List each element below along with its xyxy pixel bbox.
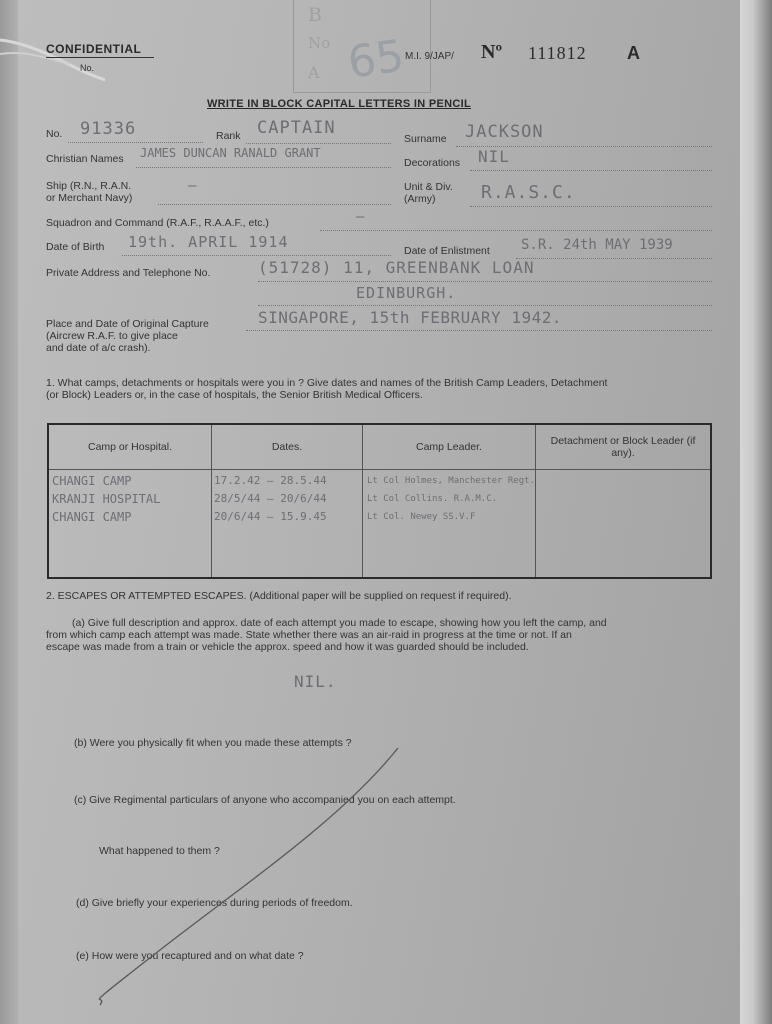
question-2a-answer: NIL. <box>294 672 337 691</box>
squadron-value: — <box>356 209 366 225</box>
confidential-no-label: No. <box>80 63 95 73</box>
christian-names-label: Christian Names <box>46 153 124 165</box>
question-2a-line-2: from which camp each attempt was made. State whether there was an air-raid in progress at the time or not. If an <box>46 629 572 641</box>
question-2c: (c) Give Regimental particulars of anyone who accompanied you on each attempt. <box>74 794 456 806</box>
question-2-title: 2. ESCAPES OR ATTEMPTED ESCAPES. (Additional paper will be supplied on request if required). <box>46 590 512 602</box>
unit-value: R.A.S.C. <box>481 182 576 203</box>
capture-label-line-3: and date of a/c crash). <box>46 342 151 354</box>
capture-label-line-1: Place and Date of Original Capture <box>46 318 209 330</box>
ship-label-line-1: Ship (R.N., R.A.N. <box>46 180 132 192</box>
question-1-line-2: (or Block) Leaders or, in the case of hospitals, the Senior British Medical Officers. <box>46 389 423 401</box>
enlistment-value: S.R. 24th MAY 1939 <box>521 237 673 253</box>
question-2b: (b) Were you physically fit when you made these attempts ? <box>74 737 352 749</box>
service-no-value: 91336 <box>80 119 137 139</box>
table-cell: Lt Col. Newey SS.V.F <box>367 512 476 522</box>
address-value-line-2: EDINBURGH. <box>356 284 457 302</box>
table-cell: Lt Col Collins. R.A.M.C. <box>367 494 498 504</box>
question-2a-line-1: (a) Give full description and approx. date of each attempt you made to escape, showing how you left the camp, and <box>72 617 607 629</box>
header-camp-or-hospital: Camp or Hospital. <box>48 424 212 470</box>
serial-suffix: A <box>627 43 640 63</box>
address-label: Private Address and Telephone No. <box>46 267 211 279</box>
decorations-label: Decorations <box>404 157 461 169</box>
rank-value: CAPTAIN <box>257 118 336 138</box>
stamp-line-2: No <box>308 34 331 52</box>
table-cell: 28/5/44 — 20/6/44 <box>214 492 327 505</box>
serial-number: 111812 <box>528 43 587 63</box>
stamp-line-3: A <box>308 63 320 82</box>
table-cell: KRANJI HOSPITAL <box>52 492 161 506</box>
address-value-line-1: (51728) 11, GREENBANK LOAN <box>258 258 535 277</box>
header-camp-leader: Camp Leader. <box>363 424 536 470</box>
question-2e: (e) How were you recaptured and on what date ? <box>76 950 304 962</box>
question-2d: (d) Give briefly your experiences during periods of freedom. <box>76 897 353 909</box>
confidential-heading: CONFIDENTIAL <box>46 42 142 56</box>
surname-label: Surname <box>404 133 447 145</box>
table-cell: 17.2.42 — 28.5.44 <box>214 474 327 487</box>
header-detachment-leader: Detachment or Block Leader (if any). <box>535 424 711 470</box>
table-cell: CHANGI CAMP <box>52 510 132 524</box>
stamp-handwritten-number: 65 <box>344 30 408 89</box>
ship-label-line-2: or Merchant Navy) <box>46 192 133 204</box>
ship-value: — <box>188 178 198 194</box>
serial-prefix: Nº <box>481 41 503 63</box>
decorations-value: NIL <box>478 147 510 166</box>
squadron-label: Squadron and Command (R.A.F., R.A.A.F., etc.) <box>46 217 269 229</box>
stamp-line-1: B <box>308 4 322 26</box>
christian-names-value: JAMES DUNCAN RANALD GRANT <box>140 146 321 160</box>
unit-label-line-1: Unit & Div. <box>404 181 453 193</box>
enlistment-label: Date of Enlistment <box>404 245 490 257</box>
header-dates: Dates. <box>212 424 363 470</box>
date-of-birth-label: Date of Birth <box>46 241 105 253</box>
question-1-line-1: 1. What camps, detachments or hospitals were you in ? Give dates and names of the British Camp Leaders, Detachment <box>46 377 608 389</box>
surname-value: JACKSON <box>465 122 544 142</box>
date-of-birth-value: 19th. APRIL 1914 <box>128 233 289 251</box>
question-2c-followup: What happened to them ? <box>99 845 220 857</box>
pencil-instruction: WRITE IN BLOCK CAPITAL LETTERS IN PENCIL <box>207 98 471 110</box>
table-cell: Lt Col Holmes, Manchester Regt. <box>367 476 535 486</box>
table-cell: 20/6/44 — 15.9.45 <box>214 510 327 523</box>
capture-value: SINGAPORE, 15th FEBRUARY 1942. <box>258 308 562 327</box>
table-cell: CHANGI CAMP <box>52 474 132 488</box>
rank-label: Rank <box>216 130 241 142</box>
capture-label-line-2: (Aircrew R.A.F. to give place <box>46 330 178 342</box>
service-no-label: No. <box>46 128 63 140</box>
unit-label-line-2: (Army) <box>404 193 436 205</box>
form-reference: M.I. 9/JAP/ <box>405 51 454 62</box>
question-2a-line-3: escape was made from a train or vehicle the approx. speed and how it was guarded should be included. <box>46 641 529 653</box>
